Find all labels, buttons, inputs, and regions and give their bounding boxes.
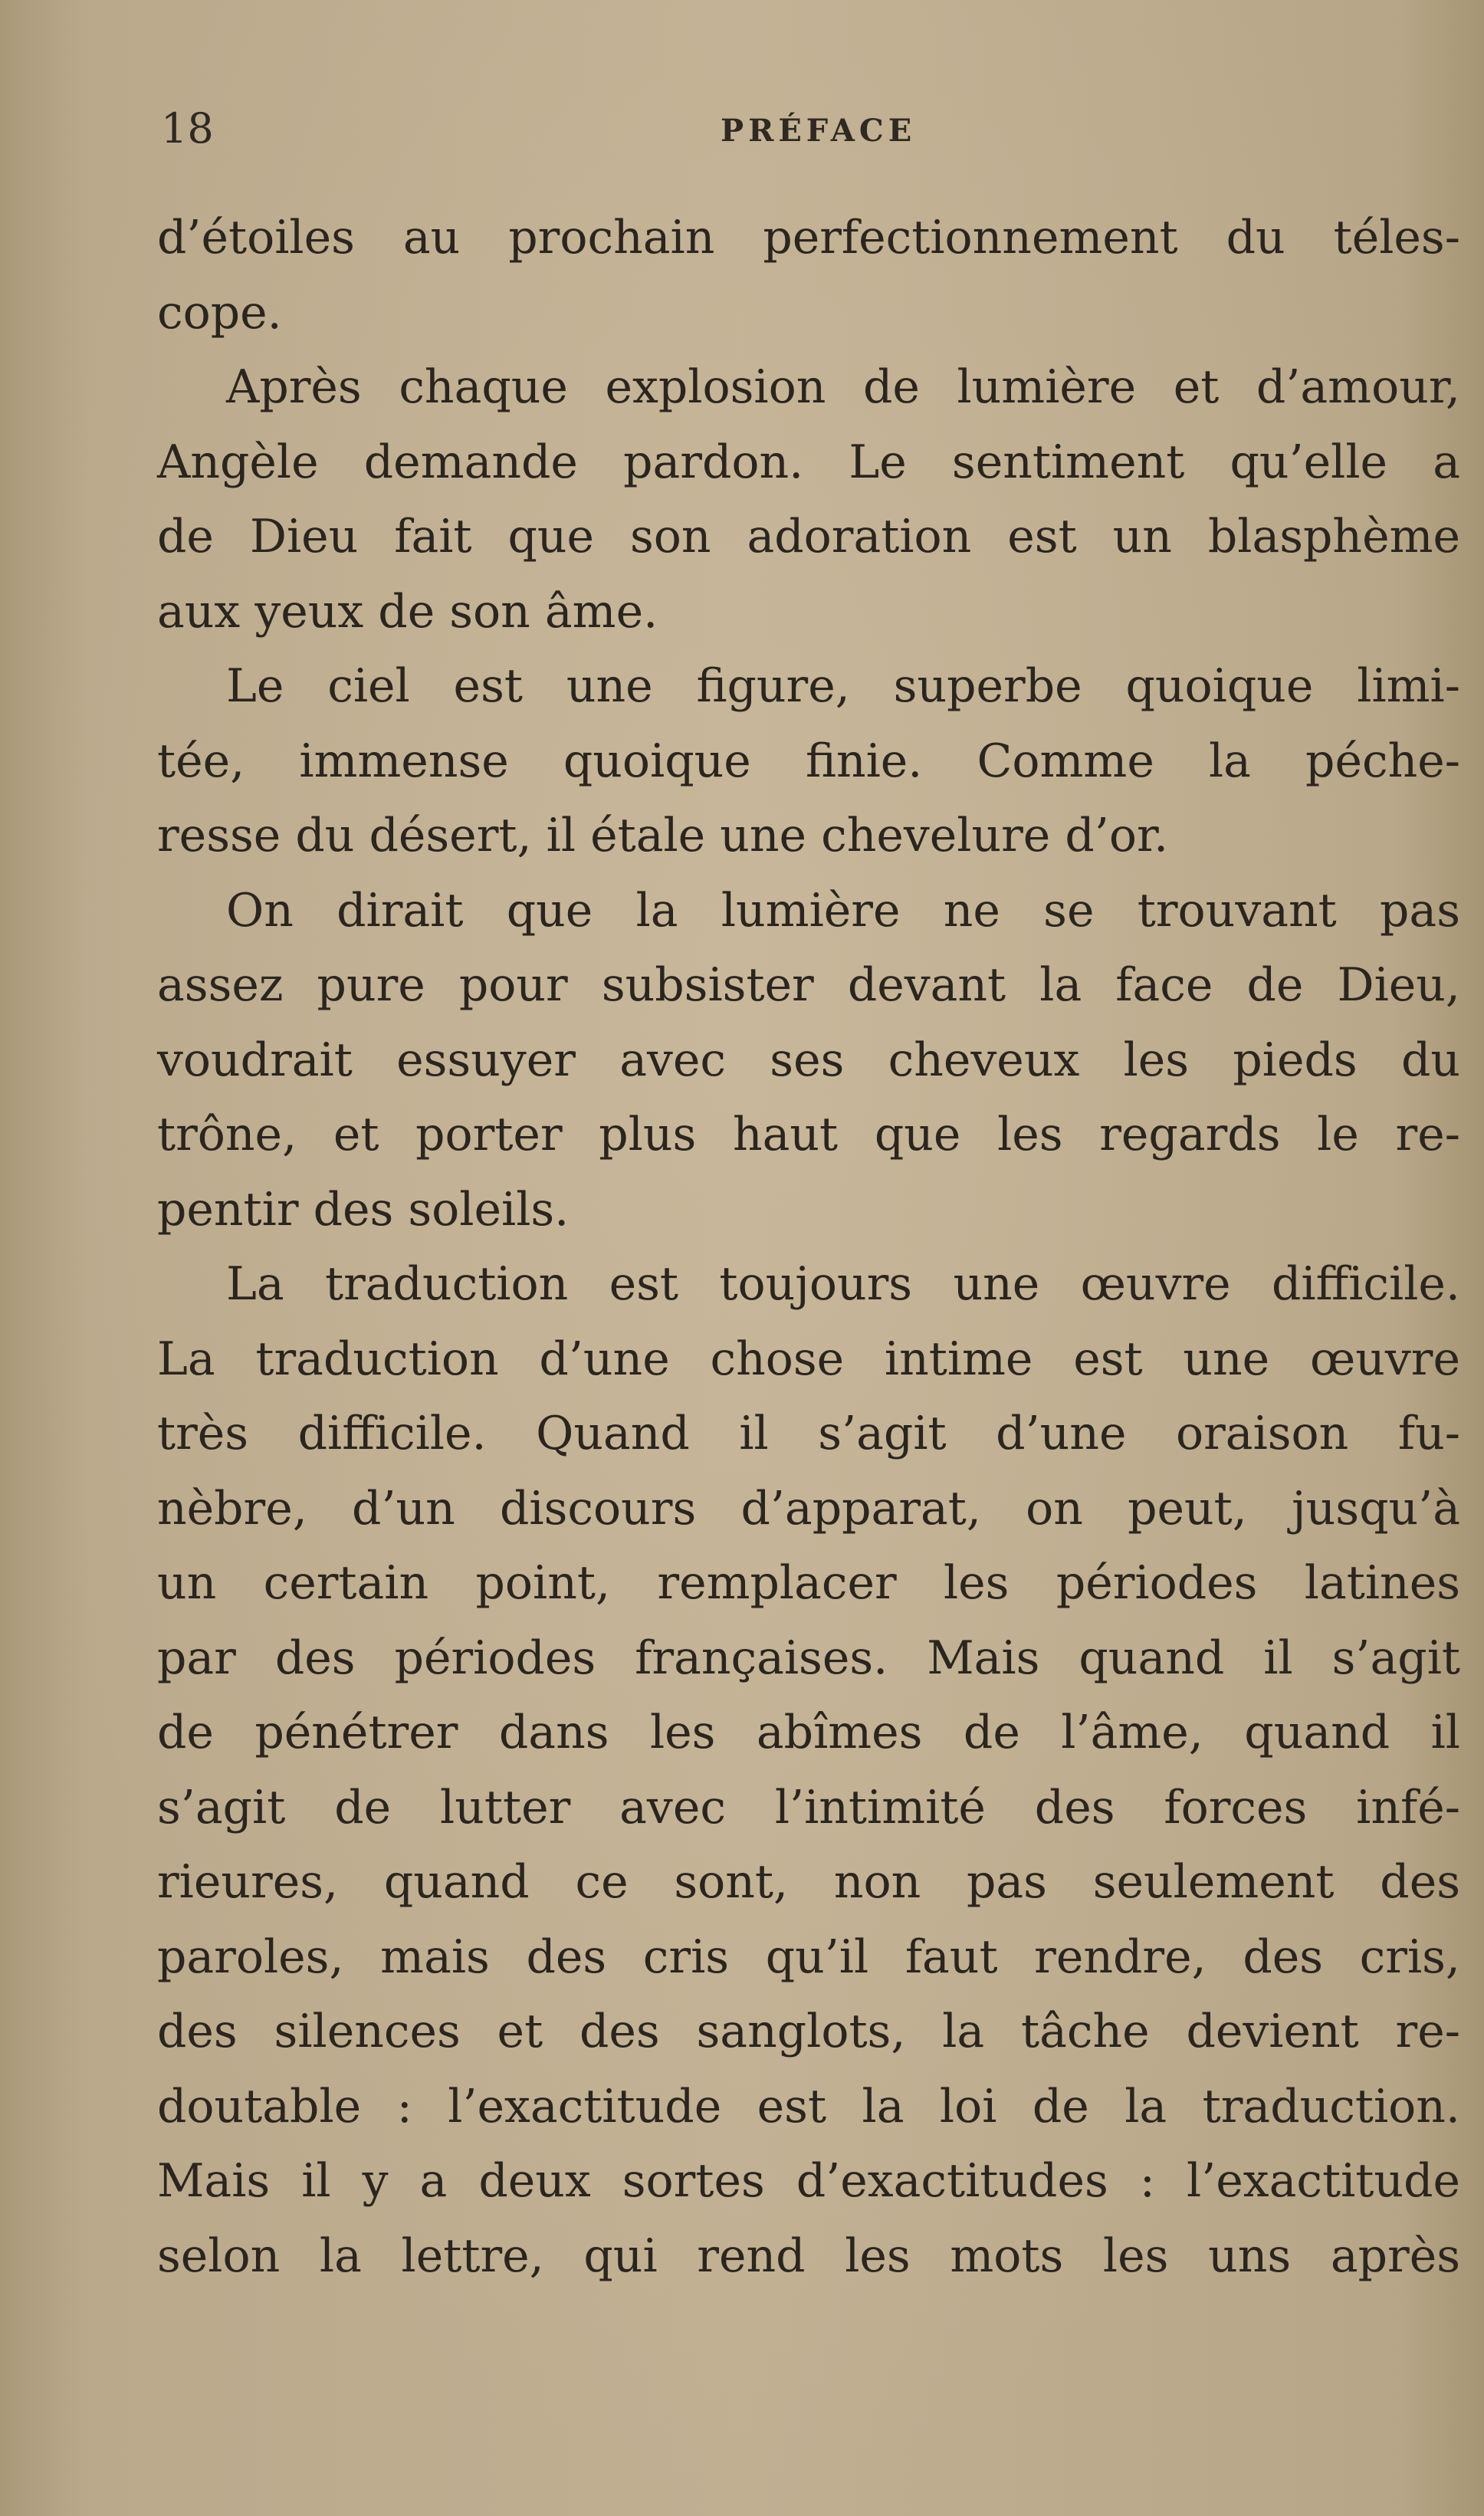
running-title: PRÉFACE	[721, 113, 917, 149]
text-line: La traduction d’une chose intime est une œuvre	[157, 1332, 1460, 1386]
text-line: paroles, mais des cris qu’il faut rendre, des cris,	[157, 1930, 1460, 1984]
page-number: 18	[161, 104, 214, 153]
text-line: rieures, quand ce sont, non pas seulement des	[157, 1855, 1460, 1909]
text-line: par des périodes françaises. Mais quand il s’agit	[157, 1631, 1460, 1685]
text-line: voudrait essuyer avec ses cheveux les pieds du	[157, 1033, 1460, 1087]
text-line: assez pure pour subsister devant la face de Dieu,	[157, 958, 1460, 1012]
text-line: pentir des soleils.	[157, 1182, 570, 1237]
text-line: resse du désert, il étale une chevelure d’or.	[157, 809, 1169, 862]
text-line: Après chaque explosion de lumière et d’amour,	[226, 360, 1460, 414]
text-line: Le ciel est une figure, superbe quoique limi-	[226, 659, 1460, 713]
text-line: aux yeux de son âme.	[157, 584, 658, 639]
text-line: La traduction est toujours une œuvre difficile.	[226, 1257, 1460, 1311]
text-line: des silences et des sanglots, la tâche devient re-	[157, 2005, 1460, 2058]
text-line: un certain point, remplacer les périodes latines	[157, 1556, 1460, 1610]
page-header	[161, 98, 1464, 159]
body-text	[157, 201, 1460, 2294]
text-line: tée, immense quoique finie. Comme la péche-	[157, 734, 1460, 788]
text-line: très difficile. Quand il s’agit d’une oraison fu-	[157, 1407, 1460, 1460]
text-line: d’étoiles au prochain perfectionnement du téles-	[157, 211, 1460, 264]
text-line: trône, et porter plus haut que les regards le re-	[157, 1108, 1460, 1161]
text-line: nèbre, d’un discours d’apparat, on peut, jusqu’à	[157, 1481, 1460, 1536]
text-line: de pénétrer dans les abîmes de l’âme, quand il	[157, 1706, 1460, 1759]
text-line: selon la lettre, qui rend les mots les uns après	[157, 2229, 1460, 2283]
text-line: On dirait que la lumière ne se trouvant pas	[226, 883, 1460, 938]
text-line: doutable : l’exactitude est la loi de la traduction.	[157, 2079, 1460, 2133]
text-line: Angèle demande pardon. Le sentiment qu’elle a	[157, 435, 1460, 489]
text-line: cope.	[157, 285, 282, 340]
text-line: s’agit de lutter avec l’intimité des forces infé-	[157, 1780, 1460, 1834]
text-line: Mais il y a deux sortes d’exactitudes : l’exactitude	[157, 2154, 1460, 2208]
text-line: de Dieu fait que son adoration est un blasphème	[157, 510, 1460, 563]
